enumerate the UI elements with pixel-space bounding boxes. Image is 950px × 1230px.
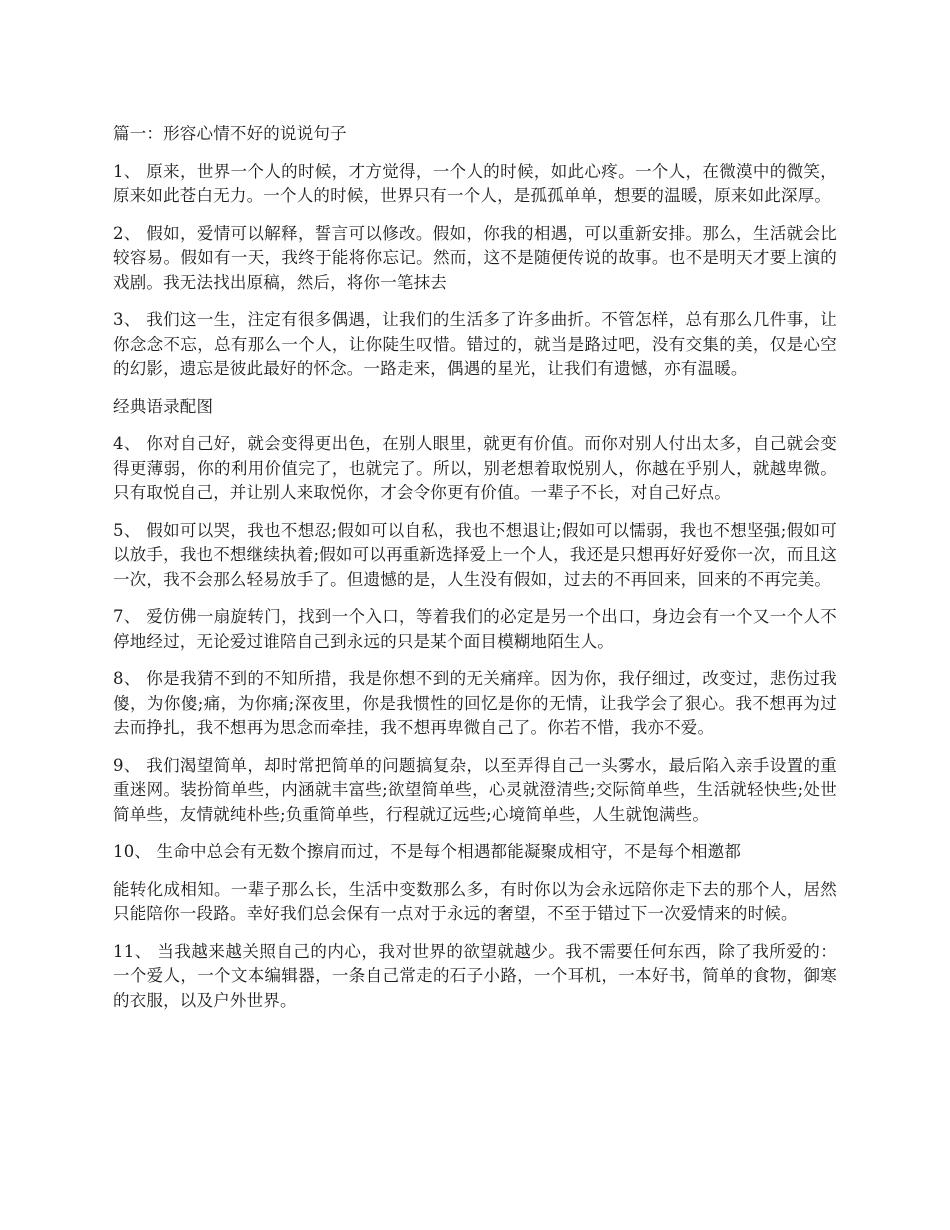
document-title: 篇一：形容心情不好的说说句子 [113, 124, 347, 143]
paragraph-1: 1、 原来，世界一个人的时候，才方觉得，一个人的时候，如此心疼。一个人，在微漠中的微笑，原来如此苍白无力。一个人的时候，世界只有一个人，是孤孤单单，想要的温暖，原来如此深厚。 [113, 161, 837, 205]
paragraph-7: 7、 爱仿佛一扇旋转门，找到一个入口，等着我们的必定是另一个出口，身边会有一个又一个人不停地经过，无论爱过谁陪自己到永远的只是某个面目模糊地陌生人。 [113, 607, 837, 651]
document-page [113, 122, 837, 1026]
paragraph-8: 8、 你是我猜不到的不知所措，我是你想不到的无关痛痒。因为你，我仔细过，改变过，悲伤过我傻，为你傻;痛，为你痛;深夜里，你是我惯性的回忆是你的无情，让我学会了狠心。我不想再为过去而挣扎，我不想再为思念而牵挂，我不想再卑微自己了。你若不惜，我亦不爱。 [113, 669, 837, 737]
paragraph-2: 2、 假如，爱情可以解释，誓言可以修改。假如，你我的相遇，可以重新安排。那么，生活就会比较容易。假如有一天，我终于能将你忘记。然而，这不是随便传说的故事。也不是明天才要上演的戏剧。我无法找出原稿，然后，将你一笔抹去 [113, 223, 837, 292]
paragraph-10: 10、 生命中总会有无数个擦肩而过，不是每个相遇都能凝聚成相守，不是每个相邀都 [113, 842, 742, 861]
paragraph-5: 5、 假如可以哭，我也不想忍;假如可以自私，我也不想退让;假如可以懦弱，我也不想坚强;假如可以放手，我也不想继续执着;假如可以再重新选择爱上一个人，我还是只想再好好爱你一次，而且这一次，我不会那么轻易放手了。但遗憾的是，人生没有假如，过去的不再回来，回来的不再完美。 [113, 520, 837, 589]
paragraph-3: 3、 我们这一生，注定有很多偶遇，让我们的生活多了许多曲折。不管怎样，总有那么几件事，让你念念不忘，总有那么一个人，让你陡生叹惜。错过的，就当是路过吧，没有交集的美，仅是心空的幻影，遗忘是彼此最好的怀念。一路走来，偶遇的星光，让我们有遗憾，亦有温暖。 [113, 310, 837, 378]
paragraph-9: 9、 我们渴望简单，却时常把简单的问题搞复杂，以至弄得自己一头雾水，最后陷入亲手设置的重重迷网。装扮简单些，内涵就丰富些;欲望简单些，心灵就澄清些;交际简单些，生活就轻快些;处世简单些，友情就纯朴些;负重简单些，行程就辽远些;心境简单些，人生就饱满些。 [113, 755, 837, 824]
section-label: 经典语录配图 [113, 396, 214, 416]
paragraph-10-continued: 能转化成相知。一辈子那么长，生活中变数那么多，有时你以为会永远陪你走下去的那个人，居然只能陪你一段路。幸好我们总会保有一点对于永远的奢望，不至于错过下一次爱情来的时候。 [113, 879, 837, 923]
paragraph-4: 4、 你对自己好，就会变得更出色，在别人眼里，就更有价值。而你对别人付出太多，自己就会变得更薄弱，你的利用价值完了，也就完了。所以，别老想着取悦别人，你越在乎别人，就越卑微。只有取悦自己，并让别人来取悦你，才会令你更有价值。一辈子不长，对自己好点。 [113, 434, 837, 502]
paragraph-11: 11、 当我越来越关照自己的内心，我对世界的欲望就越少。我不需要任何东西，除了我所爱的：一个爱人，一个文本编辑器，一条自己常走的石子小路，一个耳机，一本好书，简单的食物，御寒的衣服，以及户外世界。 [113, 941, 837, 1010]
